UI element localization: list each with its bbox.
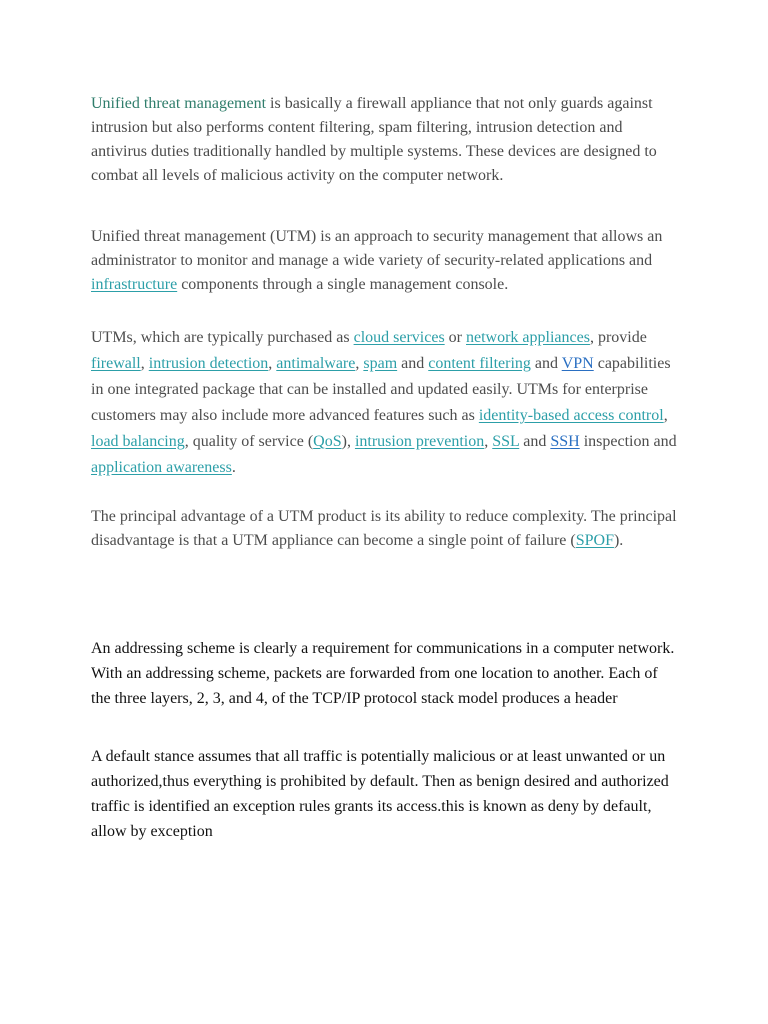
link-ssl[interactable]: SSL [492, 433, 520, 450]
paragraph-text: , provide [589, 329, 647, 346]
link-firewall[interactable]: firewall [91, 355, 141, 372]
paragraph-text: , [140, 355, 149, 372]
paragraph-addressing-scheme: An addressing scheme is clearly a requirement for communications in a computer network. With an addressing scheme, packets are forwarded from one location to another. Each of the three layers, 2, 3, and 4, of the TCP/IP protocol stack model produces a header [91, 640, 675, 707]
link-identity-based-access-control[interactable]: identity-based access control [478, 407, 664, 424]
paragraph-text: , quality of service ( [184, 433, 314, 450]
paragraph-text: or [444, 329, 466, 346]
paragraph-text: capabilities in one integrated package that can be installed and updated easily. UTMs for enterprise customers may also include more advanced features such as [91, 355, 671, 424]
paragraph-text: , [663, 407, 668, 424]
paragraph-text: , [355, 355, 364, 372]
link-spof[interactable]: SPOF [575, 532, 614, 549]
link-infrastructure[interactable]: infrastructure [91, 276, 178, 293]
paragraph-text: , [484, 433, 493, 450]
link-ssh[interactable]: SSH [550, 433, 580, 450]
paragraph-text: The principal advantage of a UTM product is its ability to reduce complexity. The principal disadvantage is that a UTM appliance can become a single point of failure ( [91, 508, 677, 549]
paragraph-text: and [397, 355, 429, 372]
paragraph-text: . [231, 459, 236, 476]
paragraph-text: and [530, 355, 562, 372]
link-network-appliances[interactable]: network appliances [466, 329, 590, 346]
paragraph-text: UTMs, which are typically purchased as [91, 329, 354, 346]
utm-lead-term: Unified threat management [91, 95, 267, 112]
paragraph-text: Unified threat management (UTM) is an approach to security management that allows an administrator to monitor and manage a wide variety of security-related applications and [91, 228, 663, 269]
paragraph-default-stance: A default stance assumes that all traffic is potentially malicious or at least unwanted or un authorized,thus everything is prohibited by default. Then as benign desired and authorized traffic is identified an exception rules grants its access.this is known as deny by default, allow by exception [91, 748, 669, 840]
link-load-balancing[interactable]: load balancing [91, 433, 185, 450]
link-cloud-services[interactable]: cloud services [353, 329, 445, 346]
paragraph-text: , [268, 355, 277, 372]
paragraph-text: components through a single management console. [177, 276, 509, 293]
link-antimalware[interactable]: antimalware [276, 355, 356, 372]
link-vpn[interactable]: VPN [561, 355, 594, 372]
paragraph-text: inspection and [579, 433, 677, 450]
link-application-awareness[interactable]: application awareness [91, 459, 232, 476]
paragraph-utm-advantage [91, 505, 681, 553]
paragraph-text: ), [341, 433, 355, 450]
paragraph-utm-features [91, 325, 681, 481]
link-spam[interactable]: spam [363, 355, 398, 372]
paragraph-utm-approach [91, 225, 681, 297]
link-qos[interactable]: QoS [313, 433, 342, 450]
paragraph-utm-definition [91, 92, 681, 188]
link-intrusion-detection[interactable]: intrusion detection [148, 355, 269, 372]
link-intrusion-prevention[interactable]: intrusion prevention [354, 433, 485, 450]
paragraph-text: and [519, 433, 551, 450]
link-content-filtering[interactable]: content filtering [428, 355, 531, 372]
paragraph-text: ). [613, 532, 624, 549]
paragraph-text: is basically a firewall appliance that not only guards against intrusion but also performs content filtering, spam filtering, intrusion detection and antivirus duties traditionally handled by multiple systems. These devices are designed to combat all levels of malicious activity on the computer network. [91, 95, 657, 184]
